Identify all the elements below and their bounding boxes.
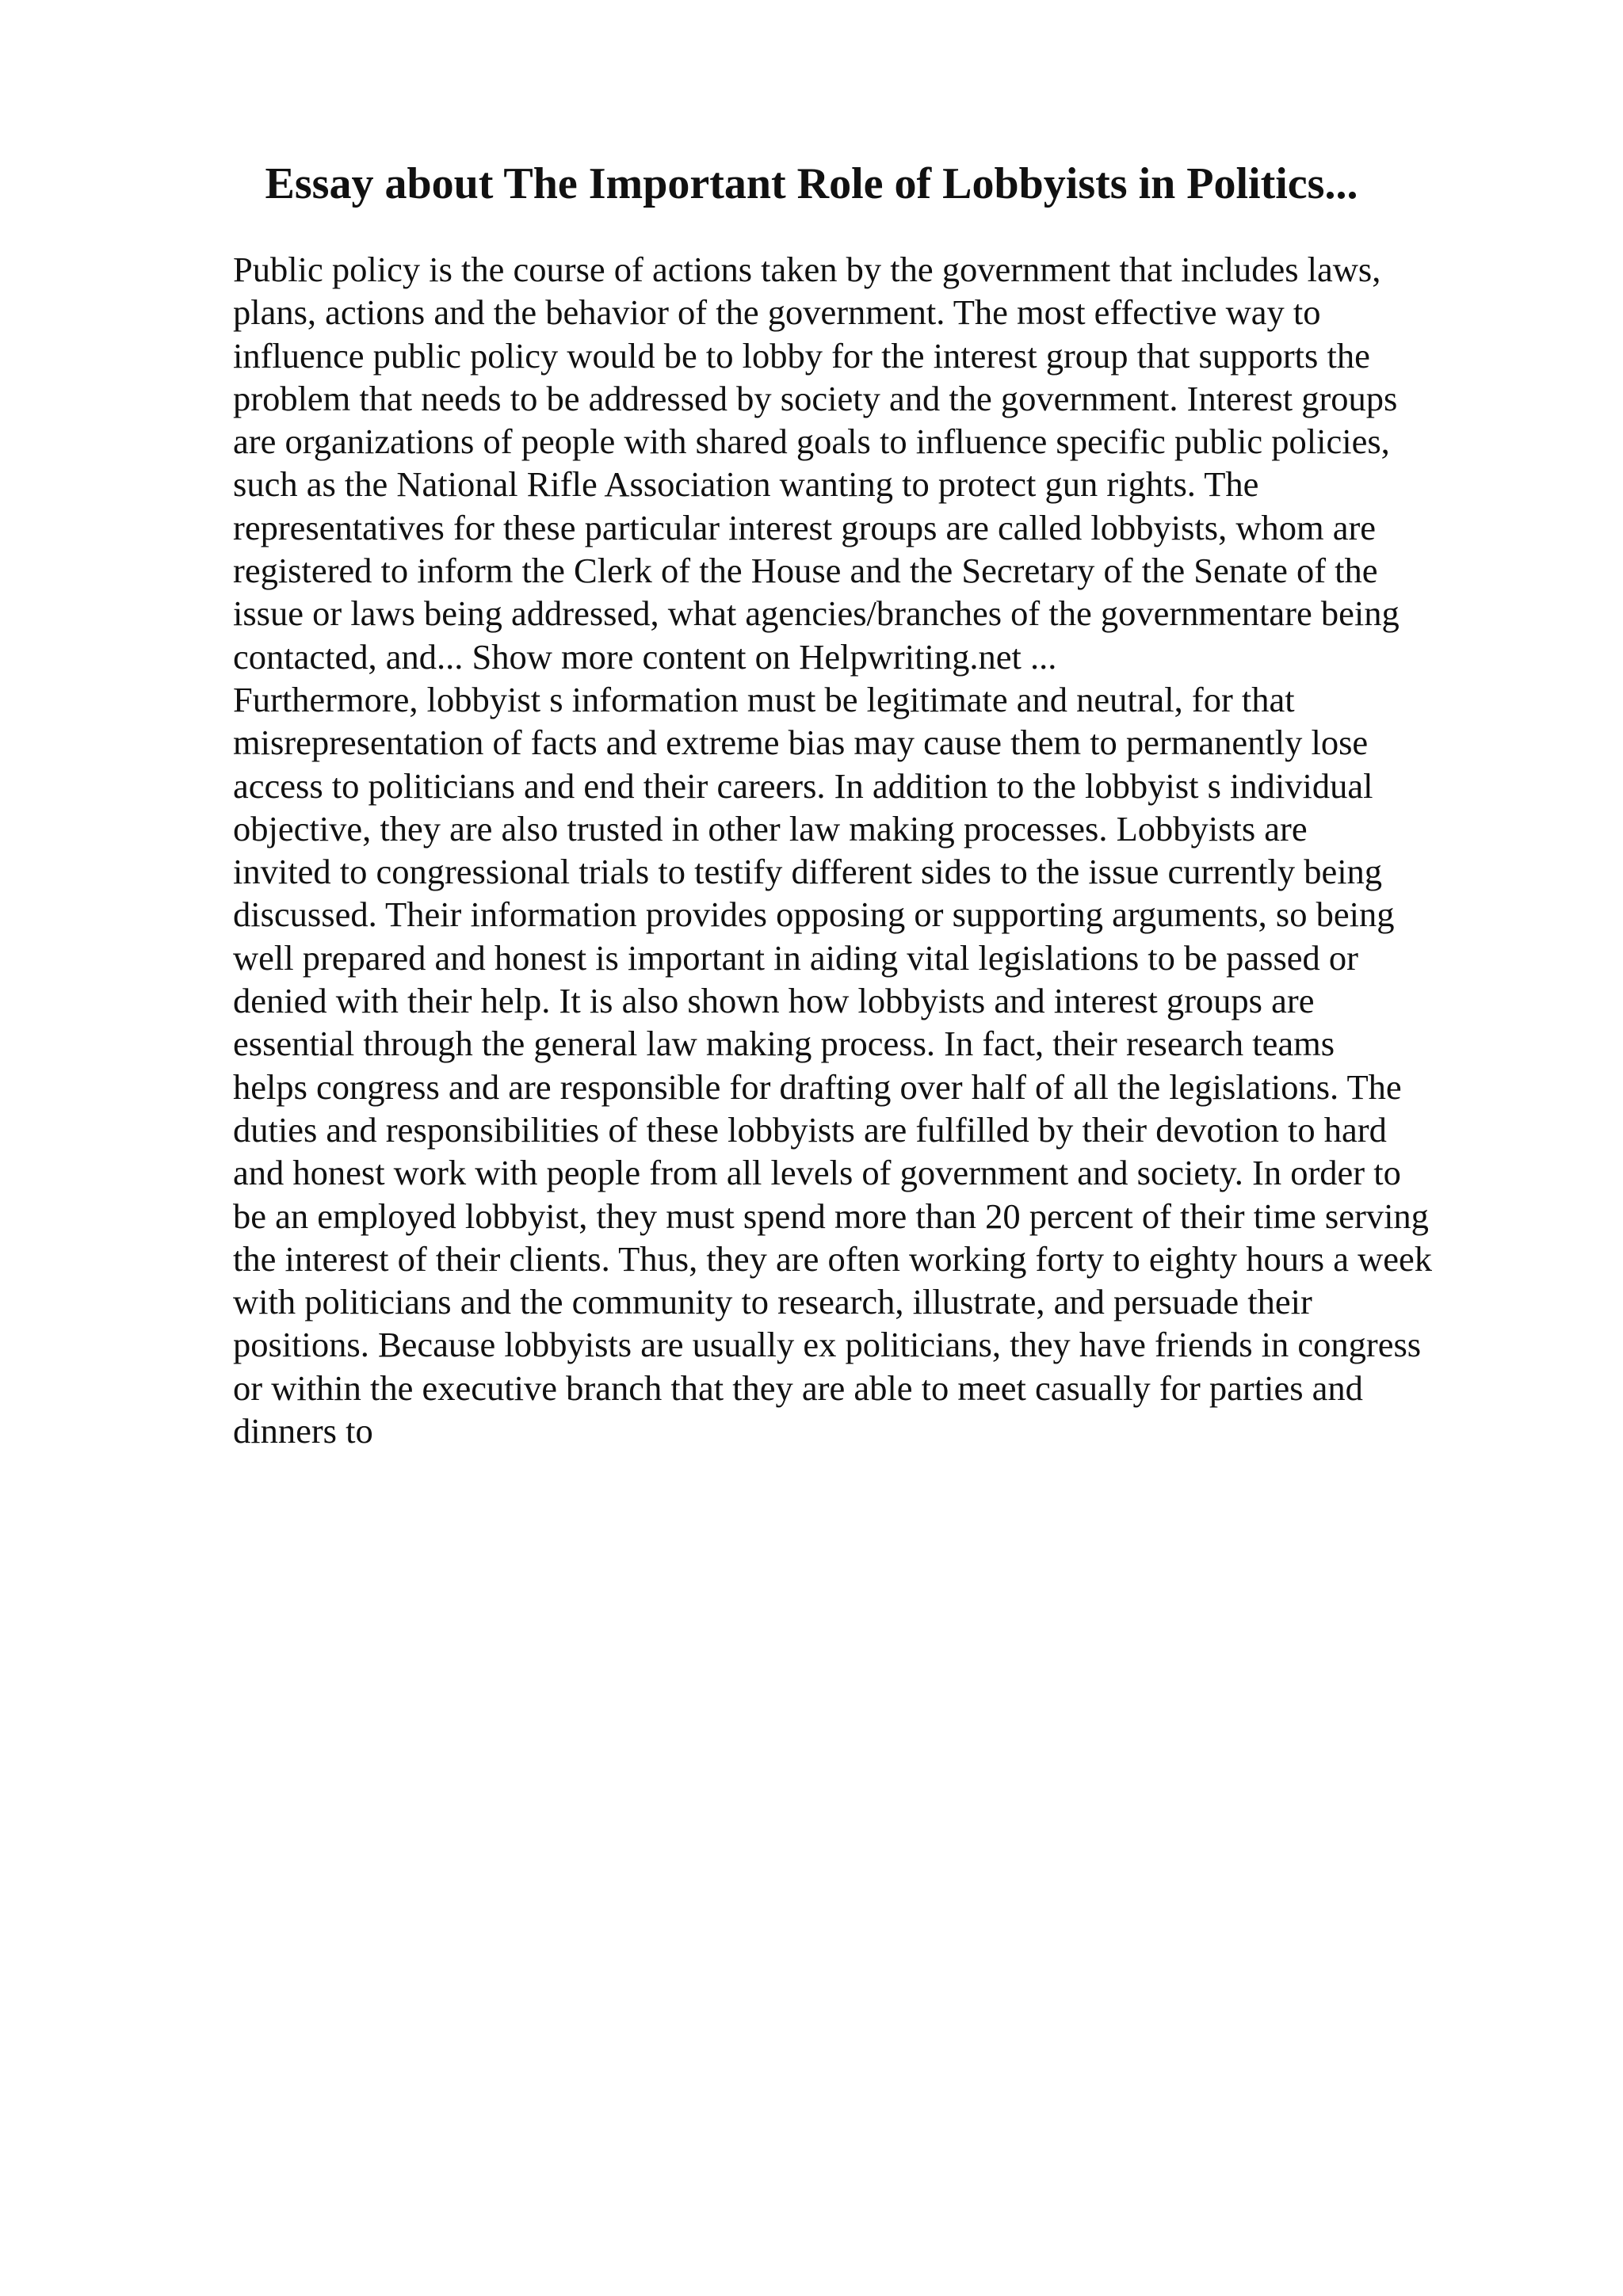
document-title: Essay about The Important Role of Lobbyists in Politics... xyxy=(265,159,1358,208)
body-line: denied with their help. It is also shown how lobbyists and interest groups are xyxy=(233,981,1315,1021)
body-line: Public policy is the course of actions taken by the government that includes laws, xyxy=(233,250,1381,289)
body-line: registered to inform the Clerk of the House and the Secretary of the Senate of the xyxy=(233,551,1378,591)
body-line: representatives for these particular interest groups are called lobbyists, whom are xyxy=(233,507,1377,547)
body-line: objective, they are also trusted in other law making processes. Lobbyists are xyxy=(233,808,1308,849)
body-line: Furthermore, lobbyist s information must be legitimate and neutral, for that xyxy=(233,679,1295,719)
body-line: access to politicians and end their careers. In addition to the lobbyist s individual xyxy=(233,765,1373,806)
body-line: are organizations of people with shared goals to influence specific public policies, xyxy=(233,421,1390,462)
body-line: with politicians and the community to research, illustrate, and persuade their xyxy=(233,1282,1312,1322)
body-line: dinners to xyxy=(233,1411,373,1451)
body-line: duties and responsibilities of these lobbyists are fulfilled by their devotion to hard xyxy=(233,1109,1387,1150)
body-line: well prepared and honest is important in aiding vital legislations to be passed or xyxy=(233,937,1358,978)
body-line: such as the National Rifle Association wanting to protect gun rights. The xyxy=(233,464,1259,505)
body-line: or within the executive branch that they are able to meet casually for parties and xyxy=(233,1367,1363,1408)
body-line: essential through the general law making process. In fact, their research teams xyxy=(233,1024,1335,1064)
body-line: positions. Because lobbyists are usually ex politicians, they have friends in congress xyxy=(233,1325,1422,1365)
body-line: issue or laws being addressed, what agencies/branches of the governmentare being xyxy=(233,593,1400,634)
body-line: influence public policy would be to lobby for the interest group that supports the xyxy=(233,335,1370,376)
body-line: contacted, and... Show more content on Helpwriting.net ... xyxy=(233,636,1057,677)
document-body xyxy=(233,248,1580,1452)
body-line: problem that needs to be addressed by society and the government. Interest groups xyxy=(233,378,1398,418)
body-line: helps congress and are responsible for drafting over half of all the legislations. The xyxy=(233,1066,1402,1107)
body-line: the interest of their clients. Thus, they are often working forty to eighty hours a week xyxy=(233,1238,1432,1279)
body-line: discussed. Their information provides opposing or supporting arguments, so being xyxy=(233,894,1395,935)
body-line: invited to congressional trials to testify different sides to the issue currently being xyxy=(233,852,1383,892)
body-line: misrepresentation of facts and extreme bias may cause them to permanently lose xyxy=(233,723,1369,763)
body-line: plans, actions and the behavior of the government. The most effective way to xyxy=(233,292,1321,333)
body-line: and honest work with people from all levels of government and society. In order to xyxy=(233,1153,1401,1193)
body-line: be an employed lobbyist, they must spend more than 20 percent of their time serving xyxy=(233,1196,1429,1236)
